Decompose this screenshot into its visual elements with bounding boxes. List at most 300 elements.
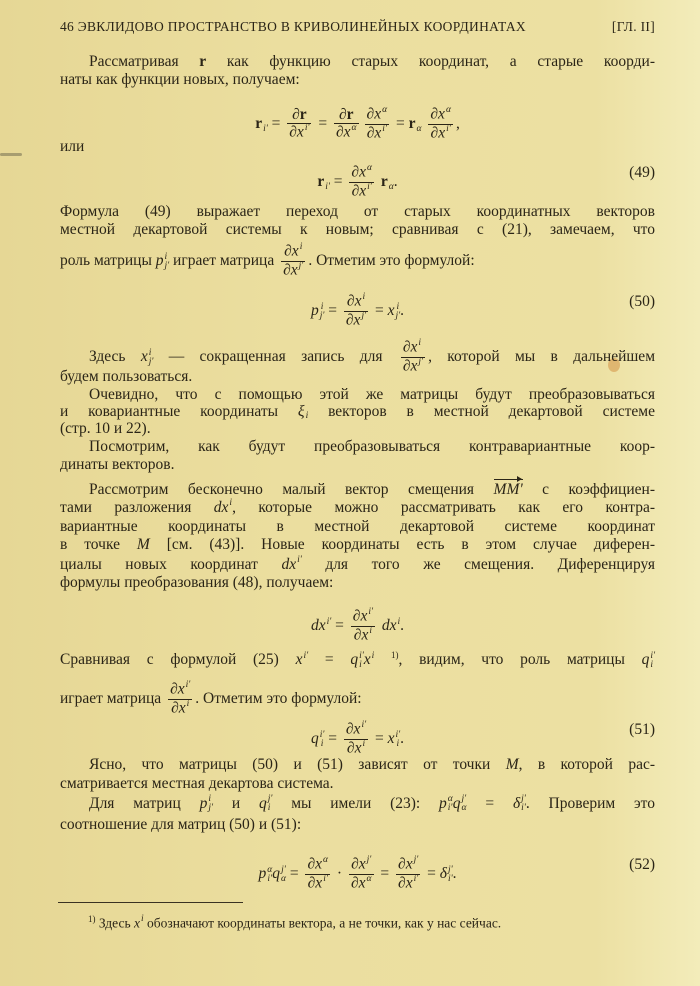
- math-symbol: q: [272, 865, 280, 883]
- subscript: [367, 884, 372, 893]
- text-run: =: [308, 651, 351, 669]
- superscript: i': [185, 680, 191, 690]
- text-run: соотношение для матриц (50) и (51):: [60, 816, 302, 833]
- subscript: [367, 173, 372, 182]
- footnote-rule: [58, 902, 243, 903]
- superscript: α: [366, 874, 372, 884]
- text-run: , которой мы в дальнейшем: [428, 348, 655, 366]
- math-symbol: δ: [439, 865, 447, 883]
- math-symbol: x: [140, 348, 148, 366]
- subscript: i: [650, 659, 653, 670]
- superscript: i': [382, 124, 387, 134]
- superscript: i: [362, 739, 366, 749]
- subscript: i': [447, 873, 453, 884]
- index-stack: [367, 856, 372, 874]
- text-run: =: [466, 795, 513, 812]
- text-run: .: [400, 617, 405, 635]
- text-run: .: [452, 865, 457, 883]
- fraction: [396, 856, 420, 893]
- superscript: i': [650, 650, 656, 661]
- text-run: играет матрица: [60, 690, 166, 708]
- text-line: [60, 681, 655, 718]
- fraction-numerator: [428, 106, 453, 125]
- text-run: играет матрица: [169, 252, 279, 270]
- text-line: [89, 756, 655, 774]
- math-symbol: x: [361, 626, 369, 644]
- text-run: ∂: [351, 182, 360, 200]
- text-run: . Отметим это формулой:: [195, 690, 362, 708]
- text-line: [60, 775, 655, 793]
- superscript: α: [323, 855, 329, 865]
- fraction-numerator: [334, 107, 359, 124]
- text-run: =: [324, 302, 341, 320]
- subscript: j': [164, 260, 170, 271]
- text-run: =: [331, 617, 348, 635]
- superscript: i': [368, 607, 373, 617]
- math-symbol: dx: [310, 617, 326, 635]
- text-run: наты как функции новых, получаем:: [60, 71, 300, 88]
- superscript: i: [229, 498, 233, 509]
- text-run: ∂: [171, 699, 179, 717]
- bold-symbol: r: [255, 115, 263, 133]
- text-line: [60, 243, 655, 280]
- text-run: ∂: [430, 105, 439, 123]
- fraction: [334, 107, 359, 142]
- vector-symbol: MM': [493, 481, 523, 498]
- superscript: j': [521, 794, 526, 805]
- superscript: i: [362, 292, 366, 302]
- fraction-denominator: [168, 700, 192, 718]
- subscript: [299, 271, 304, 280]
- text-run: Очевидно, что с помощью этой же матрицы будут преобразовываться: [89, 386, 655, 403]
- text-run: =: [267, 115, 285, 133]
- text-run: ∂: [335, 123, 344, 141]
- math-symbol: p: [258, 865, 267, 883]
- equation: [60, 721, 655, 758]
- text-run: =: [371, 730, 388, 748]
- math-symbol: x: [353, 720, 361, 738]
- fraction-numerator: [401, 339, 425, 358]
- text-run: ∂: [307, 855, 316, 873]
- footnote-marker: 1): [88, 914, 96, 924]
- superscript: i: [148, 347, 152, 358]
- math-symbol: x: [178, 699, 186, 717]
- superscript: i: [141, 914, 144, 925]
- text-run: ∂: [345, 720, 354, 738]
- subscript: j': [148, 356, 154, 367]
- bold-symbol: r: [346, 106, 354, 123]
- math-symbol: x: [290, 261, 298, 279]
- subscript: [367, 865, 372, 874]
- text-run: роль матрицы: [60, 252, 156, 270]
- text-run: как функцию старых координат, а старые коорди-: [206, 53, 655, 70]
- math-symbol: p: [439, 795, 447, 812]
- math-symbol: p: [199, 795, 208, 812]
- subscript: i: [320, 738, 324, 749]
- math-symbol: x: [359, 163, 366, 181]
- superscript: j': [418, 357, 424, 367]
- superscript: i': [297, 555, 302, 566]
- text-run: Здесь: [89, 348, 141, 366]
- index-stack: [367, 875, 372, 893]
- index-stack: [446, 106, 451, 124]
- subscript: [186, 690, 191, 699]
- index-stack: [361, 721, 366, 739]
- equation: [60, 856, 655, 893]
- math-symbol: x: [358, 874, 366, 892]
- text-line: [89, 438, 655, 456]
- math-symbol: x: [438, 105, 445, 123]
- subscript: α: [416, 123, 422, 134]
- text-line: [60, 138, 655, 156]
- text-run: местной декартовой системы к новым; сравнивая с (21), замечаем, что: [60, 221, 655, 238]
- math-symbol: x: [353, 311, 361, 329]
- superscript: i: [186, 699, 190, 709]
- math-symbol: x: [410, 357, 418, 375]
- equation-number: (49): [629, 164, 655, 181]
- fraction: [344, 721, 368, 758]
- fraction: [168, 681, 192, 718]
- header-chapter: [ГЛ. II]: [611, 19, 655, 34]
- text-run: ∂: [170, 680, 178, 698]
- text-run: обозначают координаты вектора, а не точки, как у нас сейчас.: [143, 915, 502, 931]
- index-stack: [300, 243, 303, 261]
- superscript: i: [396, 301, 400, 312]
- subscript: [368, 617, 373, 626]
- text-run: , которые можно рассматривать как его контра-: [232, 499, 655, 516]
- math-symbol: x: [354, 739, 362, 757]
- math-symbol: x: [295, 651, 303, 669]
- superscript: α: [447, 794, 453, 805]
- equation: [60, 608, 655, 645]
- math-symbol: x: [134, 915, 141, 931]
- math-symbol: x: [359, 182, 367, 200]
- math-symbol: p: [155, 252, 164, 270]
- text-run: циалы новых координат: [60, 556, 282, 573]
- math-symbol: δ: [512, 795, 521, 812]
- text-run: и: [213, 795, 259, 812]
- text-run: ∂: [366, 105, 375, 123]
- text-run: или: [60, 138, 85, 155]
- superscript: α: [267, 864, 273, 875]
- superscript: i': [319, 729, 325, 740]
- index-stack: [187, 700, 190, 718]
- superscript: j': [461, 794, 467, 805]
- subscript: [382, 115, 387, 124]
- superscript: j': [366, 855, 372, 865]
- superscript: i: [320, 301, 324, 312]
- math-symbol: x: [177, 680, 185, 698]
- text-line: [60, 499, 655, 517]
- text-run: ∂: [353, 626, 362, 644]
- math-symbol: q: [641, 651, 650, 669]
- text-run: ∂: [283, 261, 291, 279]
- superscript: i': [304, 123, 310, 133]
- text-run: ·: [333, 865, 346, 883]
- subscript: [362, 302, 365, 311]
- text-run: .: [400, 302, 405, 320]
- text-run: ∂: [350, 874, 359, 892]
- text-run: в точке: [60, 536, 137, 553]
- index-stack: [362, 293, 365, 311]
- math-symbol: x: [358, 855, 366, 873]
- fraction-denominator: [349, 875, 374, 893]
- text-line: [60, 646, 655, 670]
- subscript: j': [319, 310, 325, 321]
- text-run: векторов в местной декартовой системе: [308, 403, 655, 420]
- superscript: i: [369, 626, 372, 636]
- fraction-denominator: [349, 183, 374, 201]
- superscript: i: [397, 616, 401, 627]
- subscript: [418, 348, 421, 357]
- text-run: ∂: [345, 311, 354, 329]
- superscript: j': [298, 261, 304, 271]
- equation: [60, 293, 655, 330]
- bold-symbol: r: [199, 53, 207, 70]
- superscript: α: [351, 123, 357, 133]
- math-symbol: M: [505, 756, 519, 773]
- fraction-numerator: [351, 608, 375, 627]
- math-symbol: dx: [281, 556, 297, 573]
- index-stack: [414, 856, 419, 874]
- bold-symbol: r: [408, 115, 416, 133]
- superscript: j': [447, 864, 453, 875]
- equation-number: (52): [629, 856, 655, 873]
- index-stack: [367, 164, 372, 182]
- fraction-numerator: [349, 164, 374, 183]
- fraction-numerator: [287, 107, 311, 124]
- index-stack: [367, 183, 372, 201]
- math-symbol: q: [350, 651, 359, 669]
- math-symbol: x: [410, 338, 418, 356]
- superscript: α: [366, 163, 372, 173]
- index-stack: [186, 681, 191, 699]
- subscript: i: [359, 659, 362, 670]
- fraction-numerator: [344, 293, 368, 312]
- math-symbol: x: [405, 855, 413, 873]
- subscript: i': [263, 123, 268, 134]
- subscript: i': [325, 181, 330, 192]
- text-line: [60, 221, 655, 239]
- subscript: i': [447, 803, 453, 814]
- index-stack: [323, 856, 328, 874]
- text-run: [371, 650, 391, 668]
- footnote: [88, 914, 501, 933]
- equation-number: (51): [629, 721, 655, 738]
- subscript: i: [305, 411, 309, 422]
- fraction-numerator: [281, 243, 305, 262]
- subscript: [300, 252, 303, 261]
- text-run: ∂: [402, 357, 411, 375]
- superscript: α: [382, 105, 388, 115]
- text-run: (стр. 10 и 22).: [60, 420, 151, 437]
- superscript: i': [323, 874, 328, 884]
- math-symbol: q: [452, 795, 461, 812]
- text-run: ∂: [352, 607, 361, 625]
- text-run: =: [314, 115, 331, 133]
- subscript: j': [208, 803, 213, 814]
- subscript: [414, 865, 419, 874]
- text-run: , в которой рас-: [518, 756, 655, 773]
- text-run: Сравнивая с формулой (25): [60, 651, 296, 669]
- subscript: α: [461, 803, 467, 814]
- text-run: вариантные координаты в местной декартовой системе координат: [60, 518, 655, 535]
- text-run: Формула (49) выражает переход от старых координатных векторов: [60, 203, 655, 220]
- subscript: [414, 884, 419, 893]
- text-run: ∂: [351, 855, 359, 873]
- text-run: Для матриц: [89, 795, 200, 812]
- text-run: . Отметим это формулой:: [308, 252, 475, 270]
- index-stack: [323, 875, 328, 893]
- text-run: мы имели (23):: [272, 795, 440, 812]
- superscript: i': [361, 720, 367, 730]
- fraction: [349, 164, 374, 201]
- superscript: i': [395, 729, 401, 740]
- fraction-numerator: [349, 856, 374, 875]
- subscript: i: [267, 803, 271, 814]
- index-stack: [361, 312, 366, 330]
- fraction: [351, 608, 375, 645]
- text-line: [89, 481, 655, 499]
- fraction: [287, 107, 311, 142]
- fraction-denominator: [351, 627, 375, 645]
- text-run: ∂: [430, 124, 439, 142]
- subscript: [361, 321, 366, 330]
- text-run: =: [329, 173, 347, 191]
- superscript: i': [367, 182, 372, 192]
- index-stack: [650, 652, 655, 670]
- text-run: Рассмотрим бесконечно малый вектор смещения: [89, 481, 494, 498]
- superscript: i': [359, 650, 364, 661]
- fraction-denominator: [305, 875, 330, 893]
- math-symbol: dx: [381, 617, 397, 635]
- math-symbol: x: [354, 292, 362, 310]
- math-symbol: M: [136, 536, 150, 553]
- text-line: [60, 556, 655, 574]
- math-symbol: x: [438, 124, 446, 142]
- text-line: [60, 518, 655, 536]
- fraction-numerator: [168, 681, 192, 700]
- math-symbol: q: [310, 730, 319, 748]
- math-symbol: x: [315, 874, 323, 892]
- math-symbol: p: [310, 302, 319, 320]
- superscript: i: [418, 338, 422, 348]
- text-run: [422, 115, 426, 132]
- fraction-numerator: [365, 106, 390, 125]
- text-line: [89, 386, 655, 404]
- subscript: [187, 709, 190, 718]
- fraction-numerator: [396, 856, 420, 875]
- text-run: ∂: [289, 123, 297, 141]
- text-line: [60, 816, 655, 834]
- text-run: ∂: [284, 242, 292, 260]
- index-stack: [418, 339, 421, 357]
- index-stack: [382, 106, 387, 124]
- text-run: ∂: [307, 874, 316, 892]
- text-run: , видим, что роль матрицы: [398, 651, 642, 669]
- text-run: =: [423, 865, 440, 883]
- fraction: [305, 856, 330, 893]
- subscript: [446, 115, 451, 124]
- index-stack: [299, 262, 304, 280]
- text-line: [60, 71, 655, 89]
- text-run: ∂: [402, 338, 411, 356]
- text-run: Здесь: [95, 915, 135, 931]
- subscript: α: [388, 181, 394, 192]
- text-run: Рассматривая: [89, 53, 200, 70]
- text-line: [60, 456, 655, 474]
- math-symbol: x: [343, 123, 351, 141]
- fraction-numerator: [305, 856, 330, 875]
- subscript: [367, 192, 372, 201]
- text-line: [60, 536, 655, 554]
- fraction-numerator: [344, 721, 368, 740]
- math-symbol: x: [387, 302, 395, 320]
- fraction-denominator: [281, 262, 305, 280]
- bold-symbol: r: [380, 173, 388, 191]
- text-run: [см. (43)]. Новые координаты есть в этом случае диферен-: [149, 536, 655, 553]
- superscript: α: [445, 105, 451, 115]
- subscript: α: [280, 873, 286, 884]
- scan-mark: [0, 153, 22, 156]
- subscript: [323, 884, 328, 893]
- equation-number: (50): [629, 293, 655, 310]
- math-symbol: x: [374, 105, 382, 123]
- text-run: для того же смещения. Диференцируя: [301, 556, 655, 573]
- subscript: i': [267, 873, 273, 884]
- header-title: 46 ЭВКЛИДОВО ПРОСТРАНСТВО В КРИВОЛИНЕЙНЫХ КООРДИНАТАХ: [60, 19, 526, 34]
- math-symbol: x: [360, 607, 368, 625]
- text-run: ∂: [398, 855, 406, 873]
- text-run: — сокращенная запись для: [153, 348, 398, 366]
- superscript: i: [164, 251, 168, 262]
- text-run: ∂: [366, 124, 375, 142]
- superscript: i': [303, 650, 309, 661]
- text-run: =: [285, 865, 303, 883]
- subscript: j': [395, 310, 401, 321]
- text-run: формулы преобразования (48), получаем:: [60, 574, 334, 591]
- text-line: [60, 368, 655, 386]
- text-run: Посмотрим, как будут преобразовываться контравариантные коор-: [89, 438, 655, 455]
- text-line: [89, 795, 655, 813]
- text-run: тами разложения: [60, 499, 214, 516]
- math-symbol: dx: [213, 499, 229, 516]
- text-run: будем пользоваться.: [60, 368, 193, 385]
- math-symbol: x: [387, 730, 395, 748]
- index-stack: [414, 875, 419, 893]
- text-run: . Проверим это: [525, 795, 655, 812]
- subscript: i': [521, 803, 526, 814]
- index-stack: [369, 627, 372, 645]
- running-header: [60, 19, 655, 35]
- superscript: i': [326, 616, 332, 627]
- math-symbol: x: [315, 855, 323, 873]
- subscript: i: [396, 738, 400, 749]
- text-run: =: [371, 302, 388, 320]
- text-run: с коэффициен-: [522, 481, 655, 498]
- text-line: [89, 53, 655, 71]
- fraction-denominator: [396, 875, 420, 893]
- subscript: [323, 865, 328, 874]
- math-symbol: x: [374, 124, 382, 142]
- text-run: ∂: [346, 739, 355, 757]
- math-symbol: x: [291, 242, 299, 260]
- superscript: i: [371, 650, 375, 661]
- fraction-denominator: [344, 312, 368, 330]
- fraction: [349, 856, 374, 893]
- bold-symbol: r: [317, 173, 325, 191]
- text-line: [60, 203, 655, 221]
